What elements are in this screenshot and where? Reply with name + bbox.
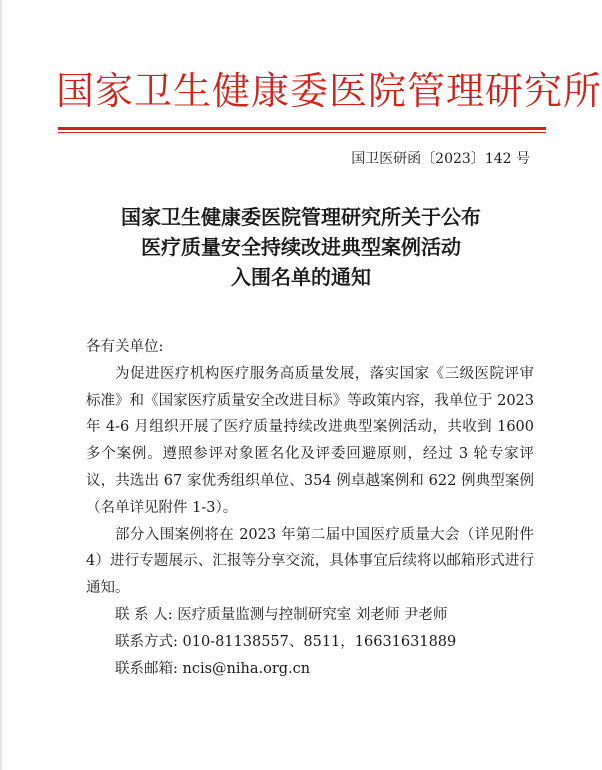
letterhead-org-name: 国家卫生健康委医院管理研究所 <box>56 69 602 113</box>
letterhead-rule-thick <box>58 127 546 130</box>
title-line: 国家卫生健康委医院管理研究所关于公布 <box>121 205 481 229</box>
document-number: 国卫医研函〔2023〕142 号 <box>351 151 530 167</box>
title-line: 医疗质量安全持续改进典型案例活动 <box>141 235 461 259</box>
document-body <box>86 334 534 682</box>
title-line: 入围名单的通知 <box>231 265 371 289</box>
body-paragraph: 为促进医疗机构医疗服务高质量发展，落实国家《三级医院评审标准》和《国家医疗质量安全改进目标》等政策内容，我单位于 2023 年 4-6 月组织开展了医疗质量持续改进典型案例活动，共收到 1600 多个案例。遵照参评对象匿名化及评委回避原则，经过 3 轮专家评议，共选出 67 家优秀组织单位、354 例卓越案例和 622 例典型案例（名单详见附件 1-3）。 <box>86 365 534 516</box>
contact-phone: 联系方式: 010-81138557、8511，16631631889 <box>115 633 457 650</box>
letterhead-rule-thin <box>58 132 546 133</box>
document-title <box>40 202 562 292</box>
page-edge <box>0 0 2 770</box>
contact-email: 联系邮箱: ncis@niha.org.cn <box>115 660 311 677</box>
salutation: 各有关单位: <box>86 339 164 355</box>
body-paragraph: 部分入围案例将在 2023 年第二届中国医疗质量大会（详见附件 4）进行专题展示、汇报等分享交流，具体事宜后续将以邮箱形式进行通知。 <box>86 526 534 597</box>
contact-person: 联 系 人: 医疗质量监测与控制研究室 刘老师 尹老师 <box>115 606 448 623</box>
